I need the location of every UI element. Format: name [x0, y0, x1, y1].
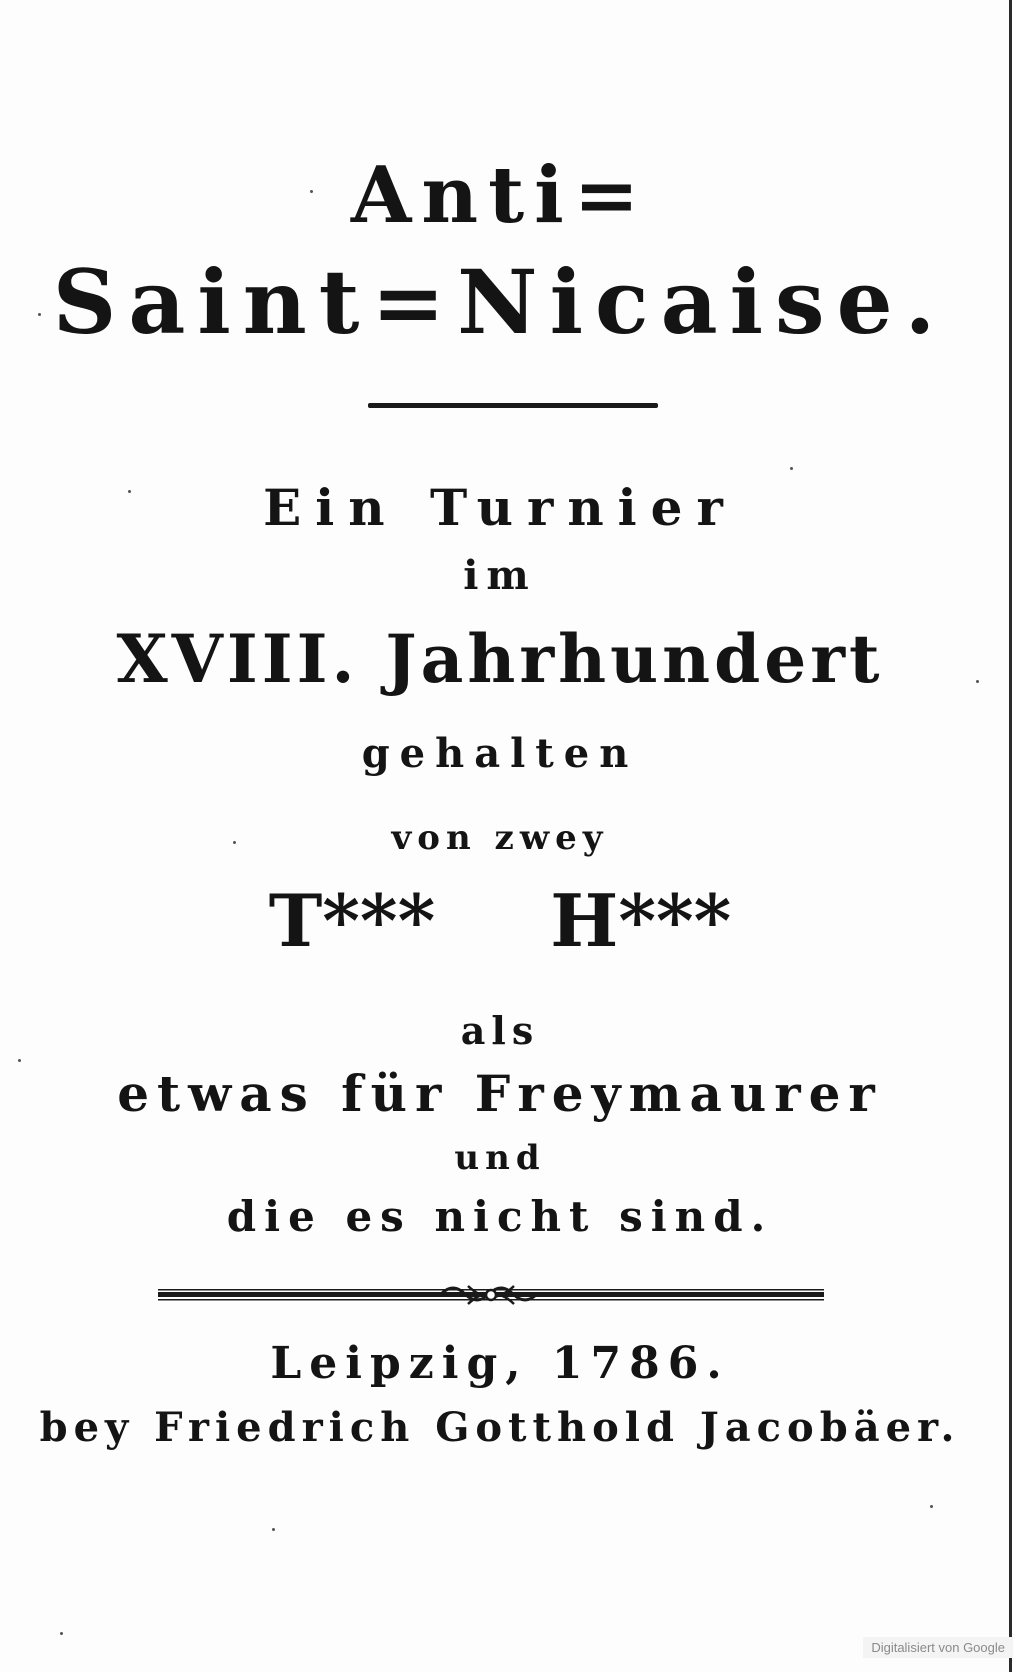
- paper-speck: [790, 467, 793, 470]
- title-line-1: Anti=: [350, 150, 650, 241]
- paper-speck: [38, 313, 41, 316]
- author-initials: T*** H***: [268, 878, 732, 963]
- paper-speck: [60, 1632, 63, 1635]
- subtitle-line-8: und: [454, 1138, 546, 1178]
- subtitle-line-6: als: [460, 1008, 540, 1053]
- subtitle-line-1: Ein Turnier: [263, 478, 737, 537]
- paper-speck: [930, 1505, 933, 1508]
- imprint-place-year: Leipzig, 1786.: [270, 1338, 730, 1389]
- paper-speck: [18, 1059, 21, 1062]
- title-divider-rule: [368, 403, 658, 408]
- subtitle-line-7: etwas für Freymaurer: [117, 1064, 883, 1123]
- imprint-printer: bey Friedrich Gotthold Jacobäer.: [39, 1404, 961, 1451]
- subtitle-line-3: XVIII. Jahrhundert: [116, 620, 884, 698]
- paper-speck: [128, 490, 131, 493]
- paper-speck: [976, 680, 979, 683]
- digitization-watermark: Digitalisiert von Google: [863, 1637, 1013, 1658]
- paper-speck: [233, 841, 236, 844]
- subtitle-line-5: von zwey: [391, 818, 609, 858]
- title-line-2: Saint=Nicaise.: [52, 250, 948, 354]
- paper-speck: [272, 1528, 275, 1531]
- subtitle-line-2: im: [463, 552, 537, 599]
- ornamental-rule: [158, 1280, 824, 1310]
- paper-speck: [310, 190, 313, 193]
- subtitle-line-9: die es nicht sind.: [226, 1192, 774, 1241]
- subtitle-line-4: gehalten: [361, 730, 639, 777]
